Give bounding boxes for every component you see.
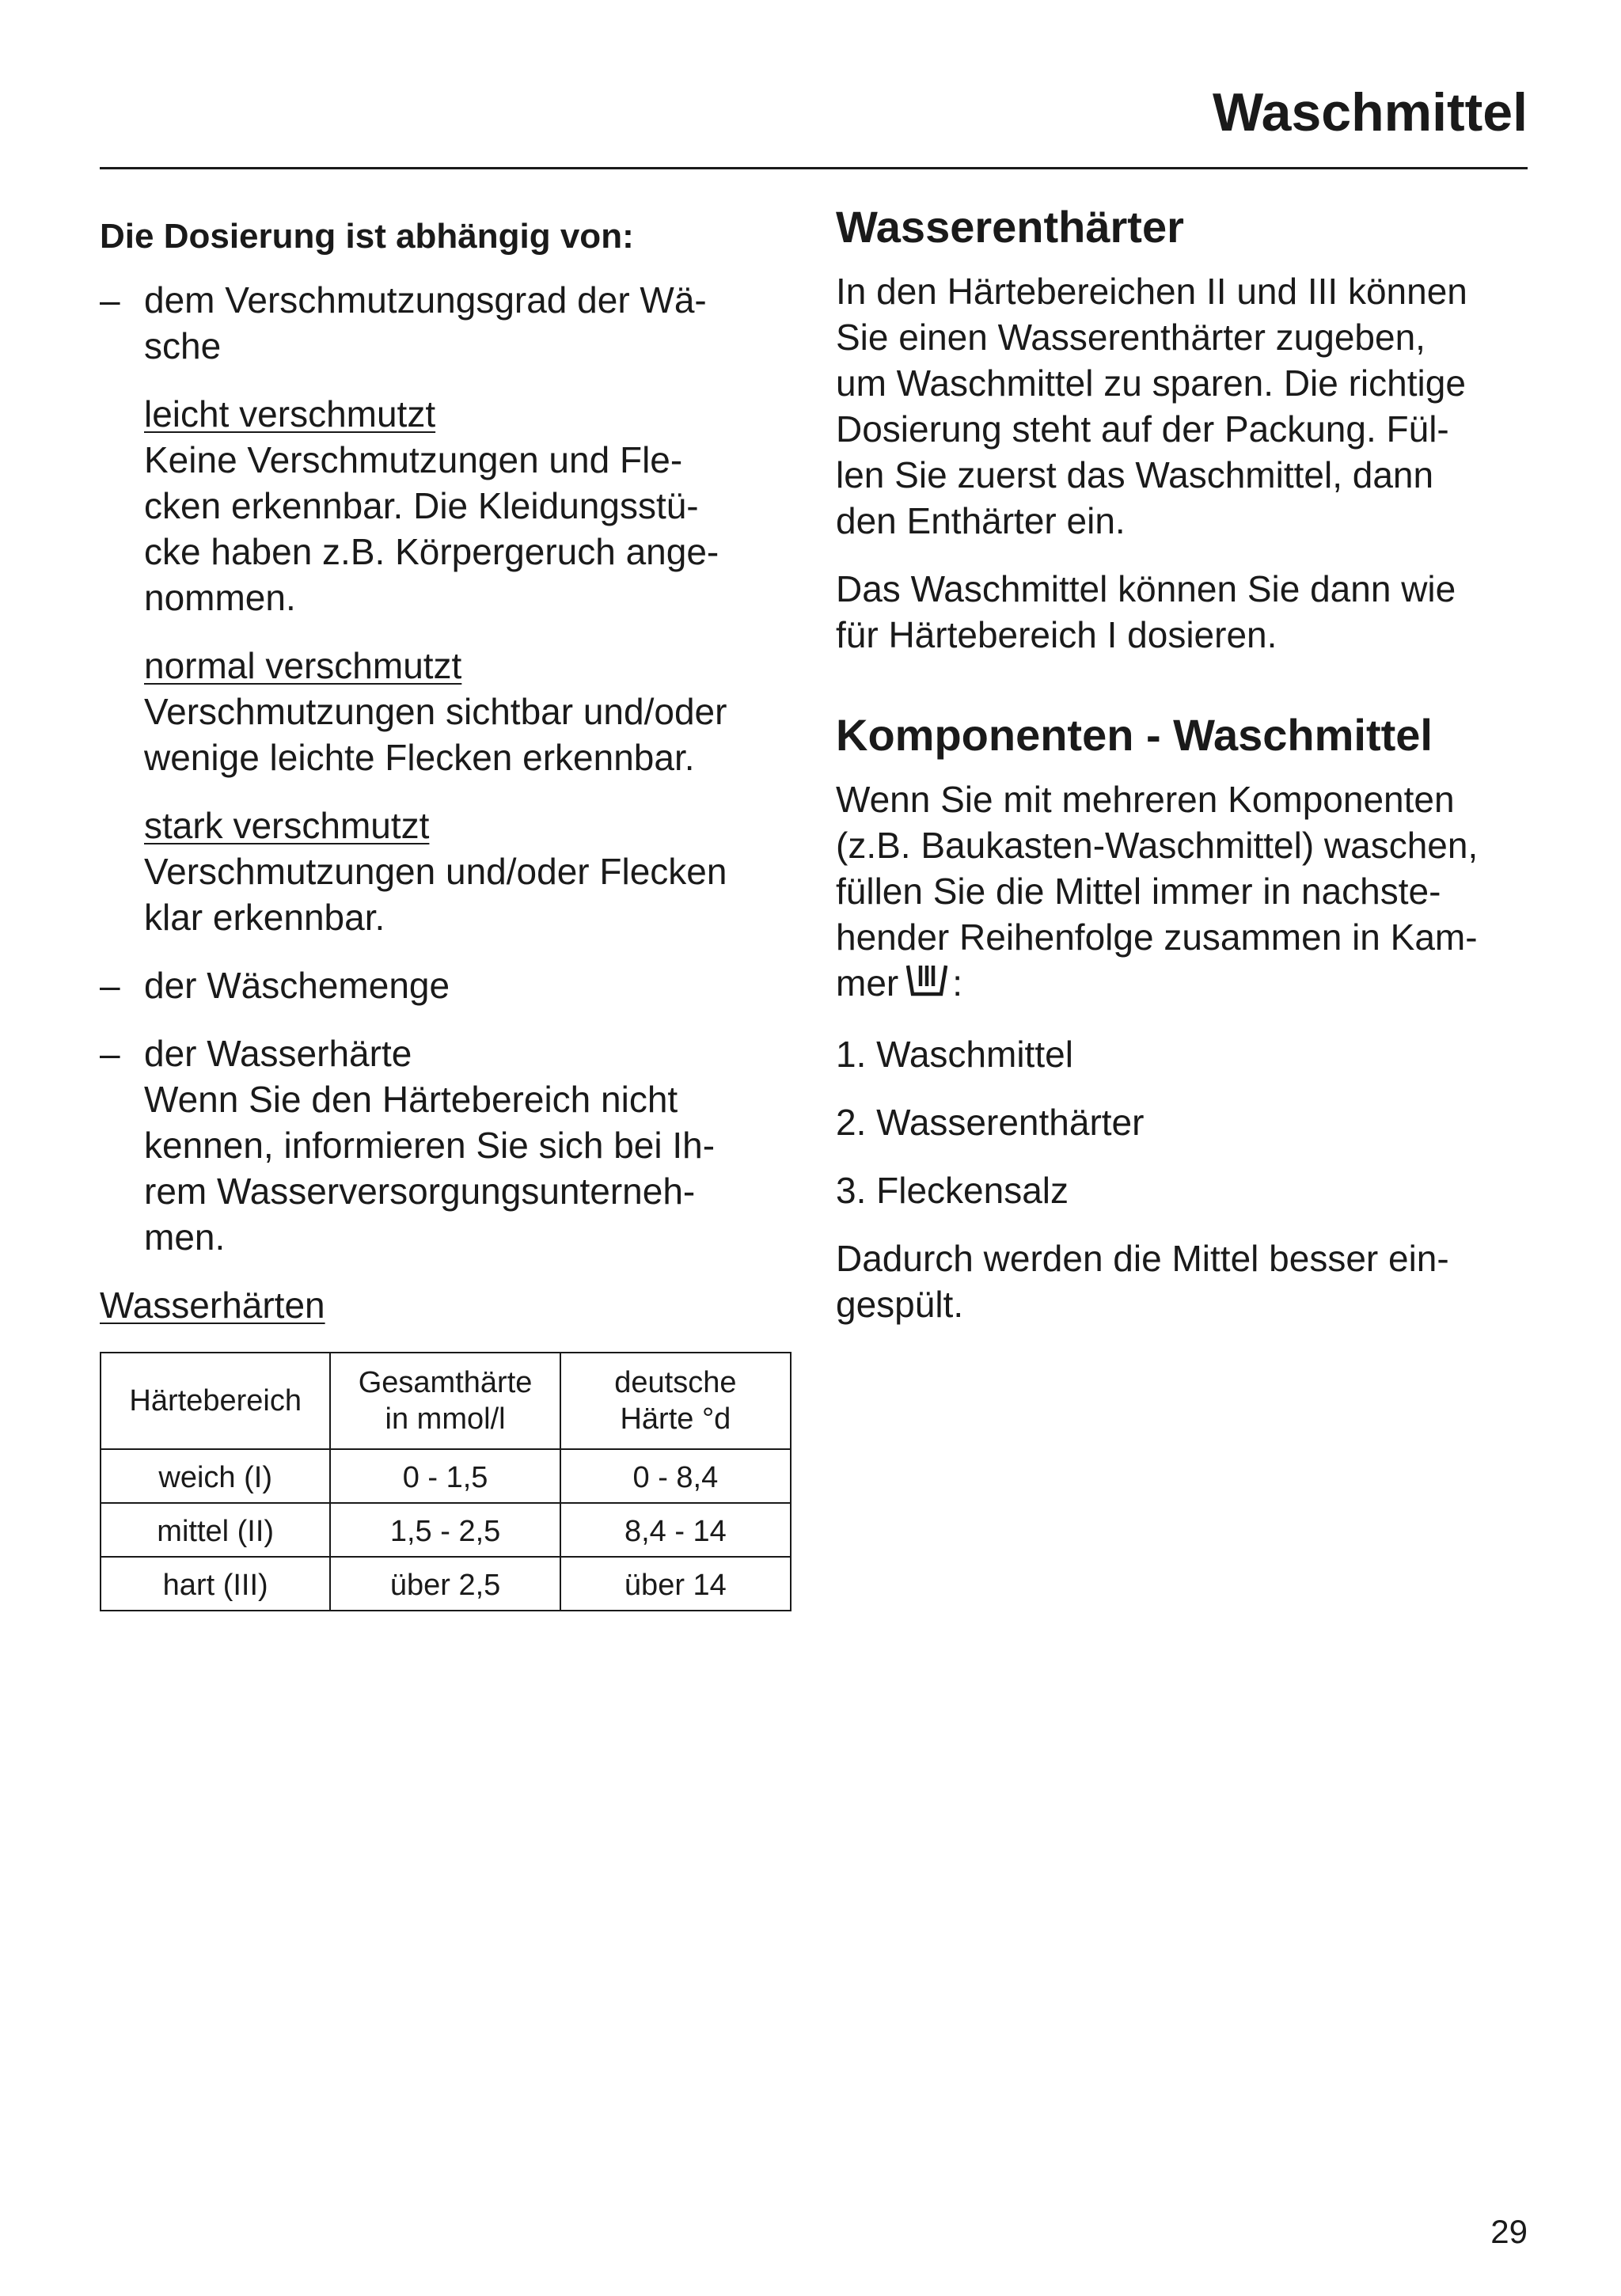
list-item-text: Wenn Sie den Härtebereich nicht [144,1079,678,1120]
paragraph-line: (z.B. Baukasten-Waschmittel) waschen, [836,825,1479,866]
paragraph-line: füllen Sie die Mittel immer in nachste- [836,871,1441,912]
soiling-level-text: Verschmutzungen sichtbar und/oder [144,691,727,732]
list-item-text: sche [144,325,222,366]
list-dash: – [100,1033,120,1074]
table-cell: über 2,5 [330,1557,560,1611]
left-column [100,214,812,1611]
components-result-paragraph [836,1235,1532,1327]
step-item: 2. Wasserenthärter [836,1102,1145,1143]
dosage-lead: Die Dosierung ist abhängig von: [100,217,634,256]
paragraph-line: gespült. [836,1284,964,1325]
table-cell: hart (III) [101,1557,330,1611]
list-item-text: men. [144,1216,226,1258]
table-header-cell [560,1353,791,1449]
list-item-soiling [100,277,812,940]
paragraph-line: Das Waschmittel können Sie dann wie [836,568,1456,609]
list-item-water-hardness [100,1030,812,1260]
water-hardness-table [100,1352,792,1611]
section-heading-components: Komponenten - Waschmittel [836,710,1433,760]
paragraph-colon: : [952,962,963,1004]
header-text: in mmol/l [385,1402,506,1436]
header-text: Härtebereich [129,1384,302,1417]
main-wash-chamber-icon [903,961,951,1009]
paragraph-line: für Härtebereich I dosieren. [836,614,1277,655]
paragraph-line [836,960,1532,1009]
list-item-text: kennen, informieren Sie sich bei Ih- [144,1125,716,1166]
soiling-level-text: wenige leichte Flecken erkennbar. [144,737,695,778]
paragraph-line: len Sie zuerst das Waschmittel, dann [836,454,1434,495]
paragraph-line: den Enthärter ein. [836,500,1126,541]
step-item: 1. Waschmittel [836,1034,1073,1075]
components-paragraph [836,776,1532,1009]
table-cell: 0 - 8,4 [560,1449,791,1503]
header-text: Gesamthärte [358,1366,533,1399]
softener-dosage-paragraph [836,566,1532,658]
list-item-text: der Wäschemenge [144,965,450,1006]
paragraph-line: In den Härtebereichen II und III können [836,271,1467,312]
soiling-level-text: nommen. [144,577,296,618]
page-number: 29 [1490,2213,1528,2250]
paragraph-line: Sie einen Wasserenthärter zugeben, [836,317,1425,358]
soiling-level-text: klar erkennbar. [144,897,385,938]
list-item-load [100,962,812,1008]
table-header-row [101,1353,791,1449]
paragraph-word: mer [836,962,899,1004]
table-row [101,1503,791,1557]
header-text: Härte °d [620,1402,731,1436]
table-cell: 8,4 - 14 [560,1503,791,1557]
table-row [101,1557,791,1611]
soiling-level-normal [144,643,812,780]
soiling-level-light [144,391,812,620]
right-column [836,202,1532,1349]
table-cell: weich (I) [101,1449,330,1503]
table-caption: Wasserhärten [100,1285,325,1326]
soiling-level-text: Keine Verschmutzungen und Fle- [144,439,683,480]
paragraph-line: um Waschmittel zu sparen. Die richtige [836,362,1466,404]
list-dash: – [100,965,120,1006]
paragraph-line: Dadurch werden die Mittel besser ein- [836,1238,1449,1279]
soiling-level-text: cke haben z.B. Körpergeruch ange- [144,531,719,572]
list-item-text: der Wasserhärte [144,1033,412,1074]
table-cell: über 14 [560,1557,791,1611]
table-header-cell [330,1353,560,1449]
soiling-level-heavy [144,803,812,940]
soiling-level-label: leicht verschmutzt [144,393,436,435]
soiling-level-text: Verschmutzungen und/oder Flecken [144,851,727,892]
table-header-cell [101,1353,330,1449]
table-cell: mittel (II) [101,1503,330,1557]
paragraph-line: hender Reihenfolge zusammen in Kam- [836,917,1478,958]
paragraph-line: Dosierung steht auf der Packung. Fül- [836,408,1449,450]
table-cell: 1,5 - 2,5 [330,1503,560,1557]
header-text: deutsche [614,1366,737,1399]
soiling-level-label: normal verschmutzt [144,645,462,686]
list-dash: – [100,279,120,321]
softener-paragraph [836,268,1532,544]
page-header-title: Waschmittel [1212,82,1528,142]
table-row [101,1449,791,1503]
paragraph-line: Wenn Sie mit mehreren Komponenten [836,779,1455,820]
list-item-text: rem Wasserversorgungsunterneh- [144,1171,696,1212]
soiling-level-label: stark verschmutzt [144,805,430,846]
list-item-text: dem Verschmutzungsgrad der Wä- [144,279,707,321]
header-divider [100,167,1528,169]
step-item: 3. Fleckensalz [836,1170,1069,1211]
soiling-level-text: cken erkennbar. Die Kleidungsstü- [144,485,699,526]
table-cell: 0 - 1,5 [330,1449,560,1503]
section-heading-softener: Wasserenthärter [836,202,1184,252]
